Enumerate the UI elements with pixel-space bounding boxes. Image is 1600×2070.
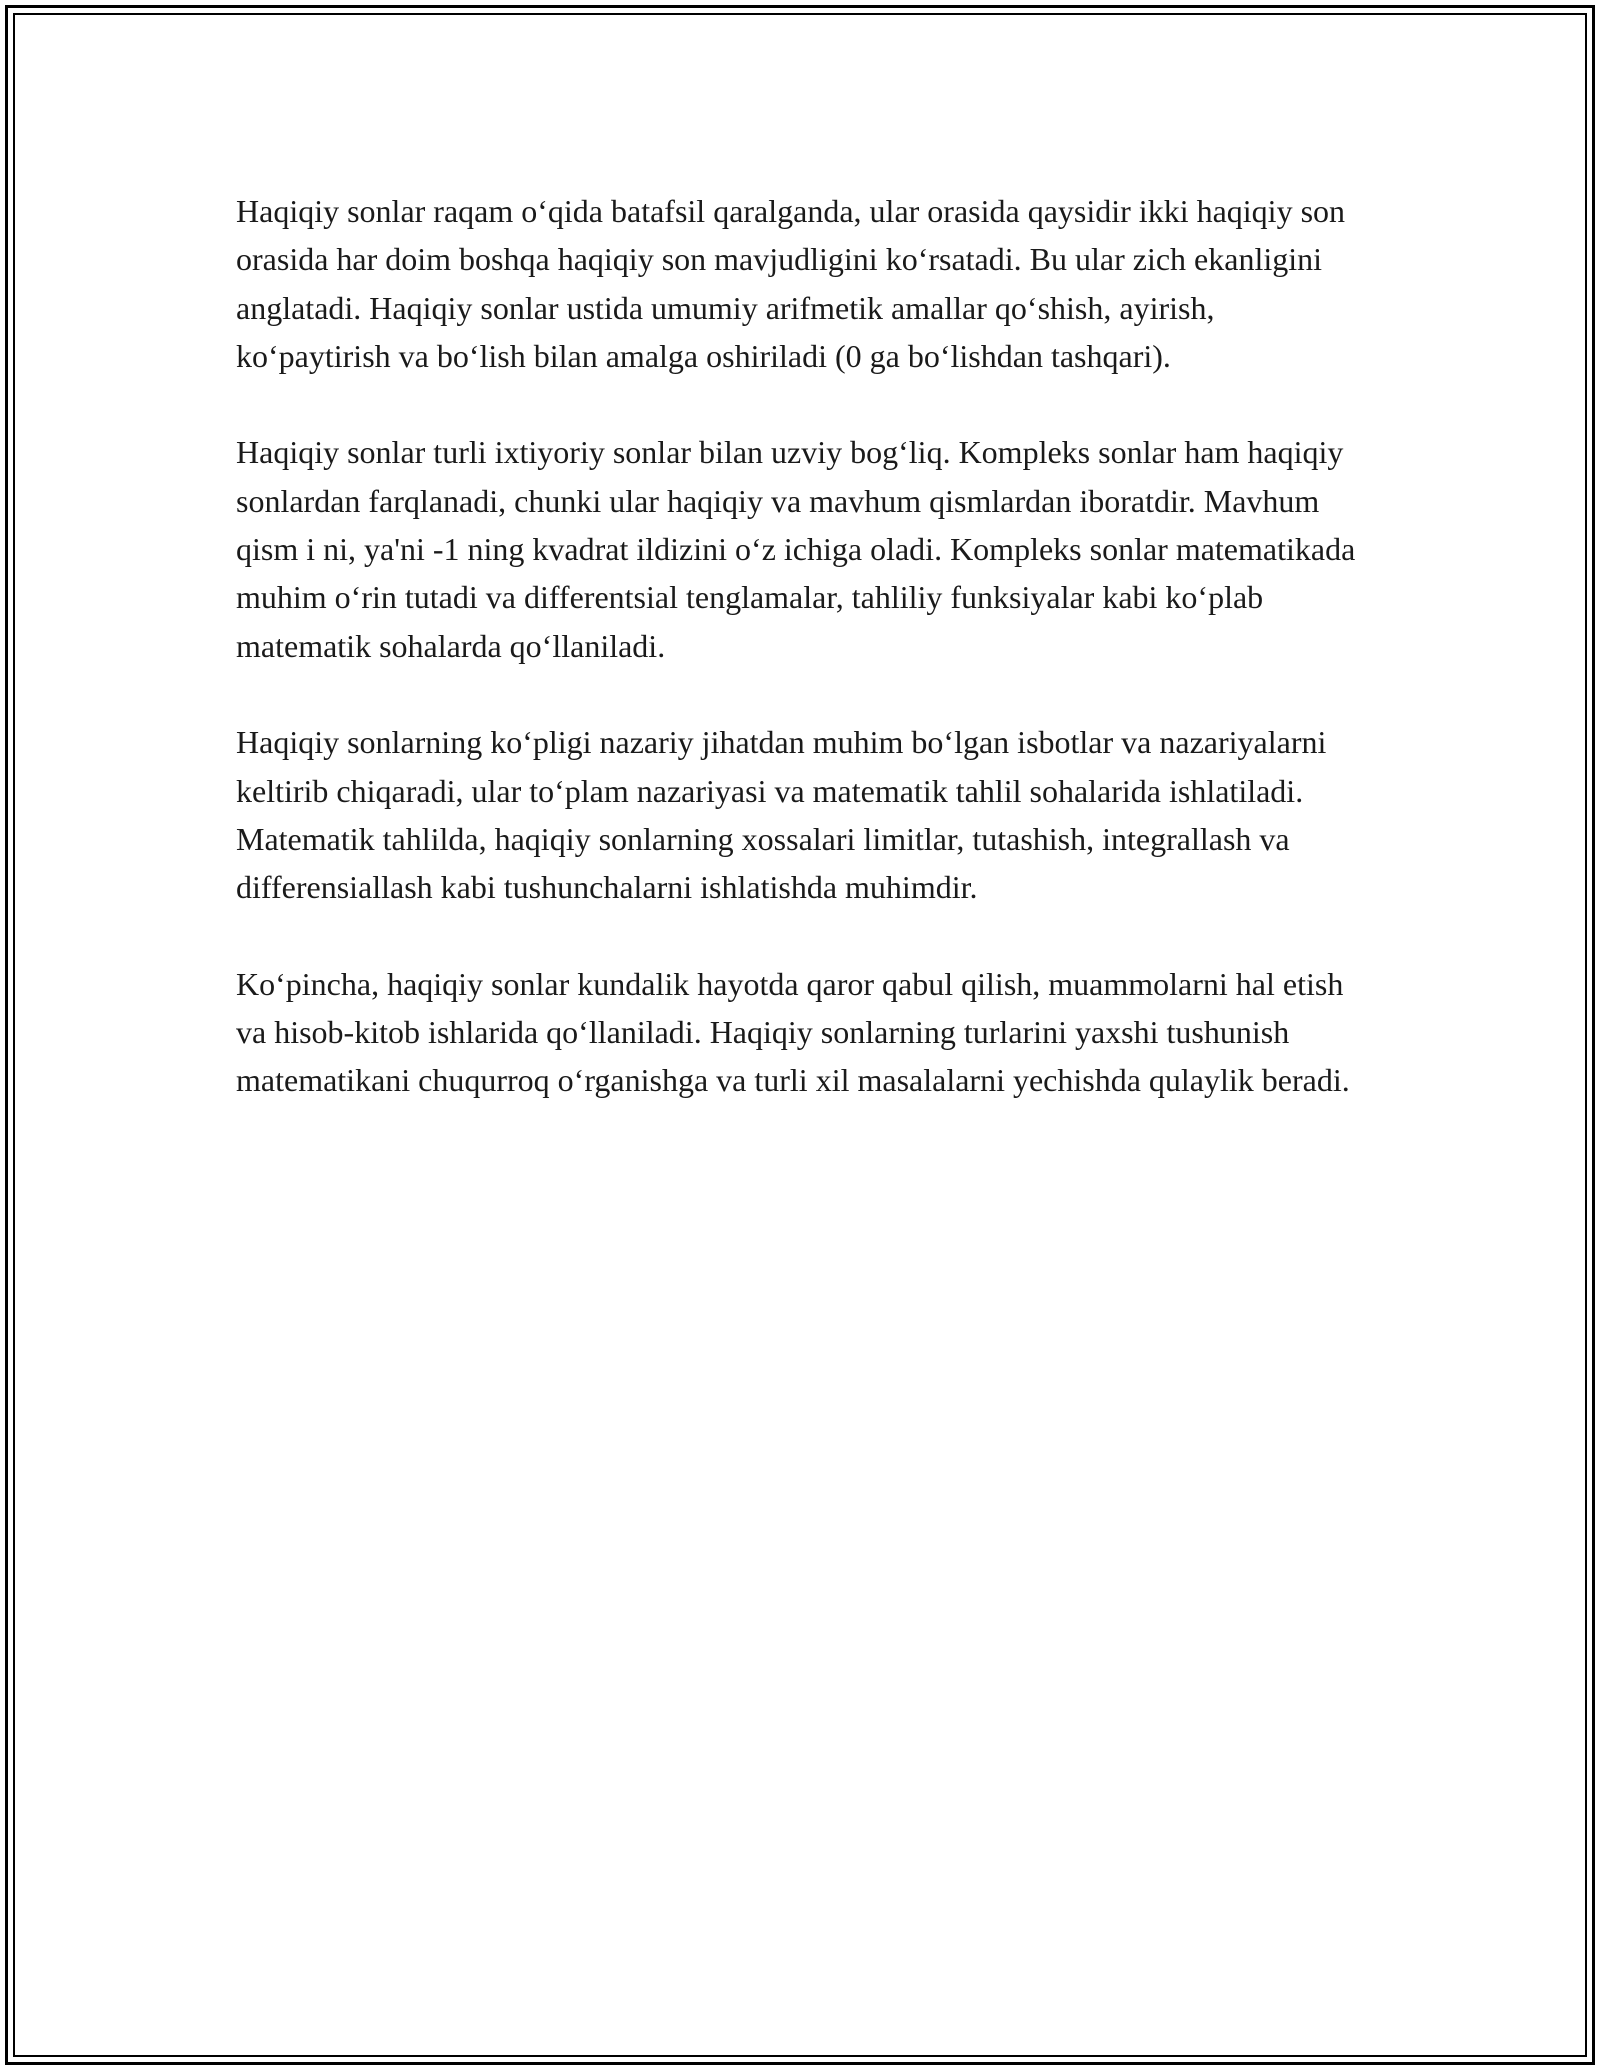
document-body: [236, 187, 1371, 1153]
paragraph-3: Haqiqiy sonlarning koʻpligi nazariy jihatdan muhim boʻlgan isbotlar va nazariyalarni keltirib chiqaradi, ular toʻplam nazariyasi va matematik tahlil sohalarida ishlatiladi. Matematik tahlilda, haqiqiy sonlarning xossalari limitlar, tutashish, integrallash va differensiallash kabi tushunchalarni ishlatishda muhimdir.: [236, 724, 1327, 906]
paragraph-4: Koʻpincha, haqiqiy sonlar kundalik hayotda qaror qabul qilish, muammolarni hal etish va hisob-kitob ishlarida qoʻllaniladi. Haqiqiy sonlarning turlarini yaxshi tushunish matematikani chuqurroq oʻrganishga va turli xil masalalarni yechishda qulaylik beradi.: [236, 965, 1350, 1099]
paragraph-2: Haqiqiy sonlar turli ixtiyoriy sonlar bilan uzviy bogʻliq. Kompleks sonlar ham haqiqiy sonlardan farqlanadi, chunki ular haqiqiy va mavhum qismlardan iboratdir. Mavhum qism i ni, ya'ni -1 ning kvadrat ildizini oʻz ichiga oladi. Kompleks sonlar matematikada muhim oʻrin tutadi va differentsial tenglamalar, tahliliy funksiyalar kabi koʻplab matematik sohalarda qoʻllaniladi.: [236, 434, 1356, 664]
paragraph-1: Haqiqiy sonlar raqam oʻqida batafsil qaralganda, ular orasida qaysidir ikki haqiqiy son orasida har doim boshqa haqiqiy son mavjudligini koʻrsatadi. Bu ular zich ekanligini anglatadi. Haqiqiy sonlar ustida umumiy arifmetik amallar qoʻshish, ayirish, koʻpaytirish va boʻlish bilan amalga oshiriladi (0 ga boʻlishdan tashqari).: [236, 193, 1346, 374]
